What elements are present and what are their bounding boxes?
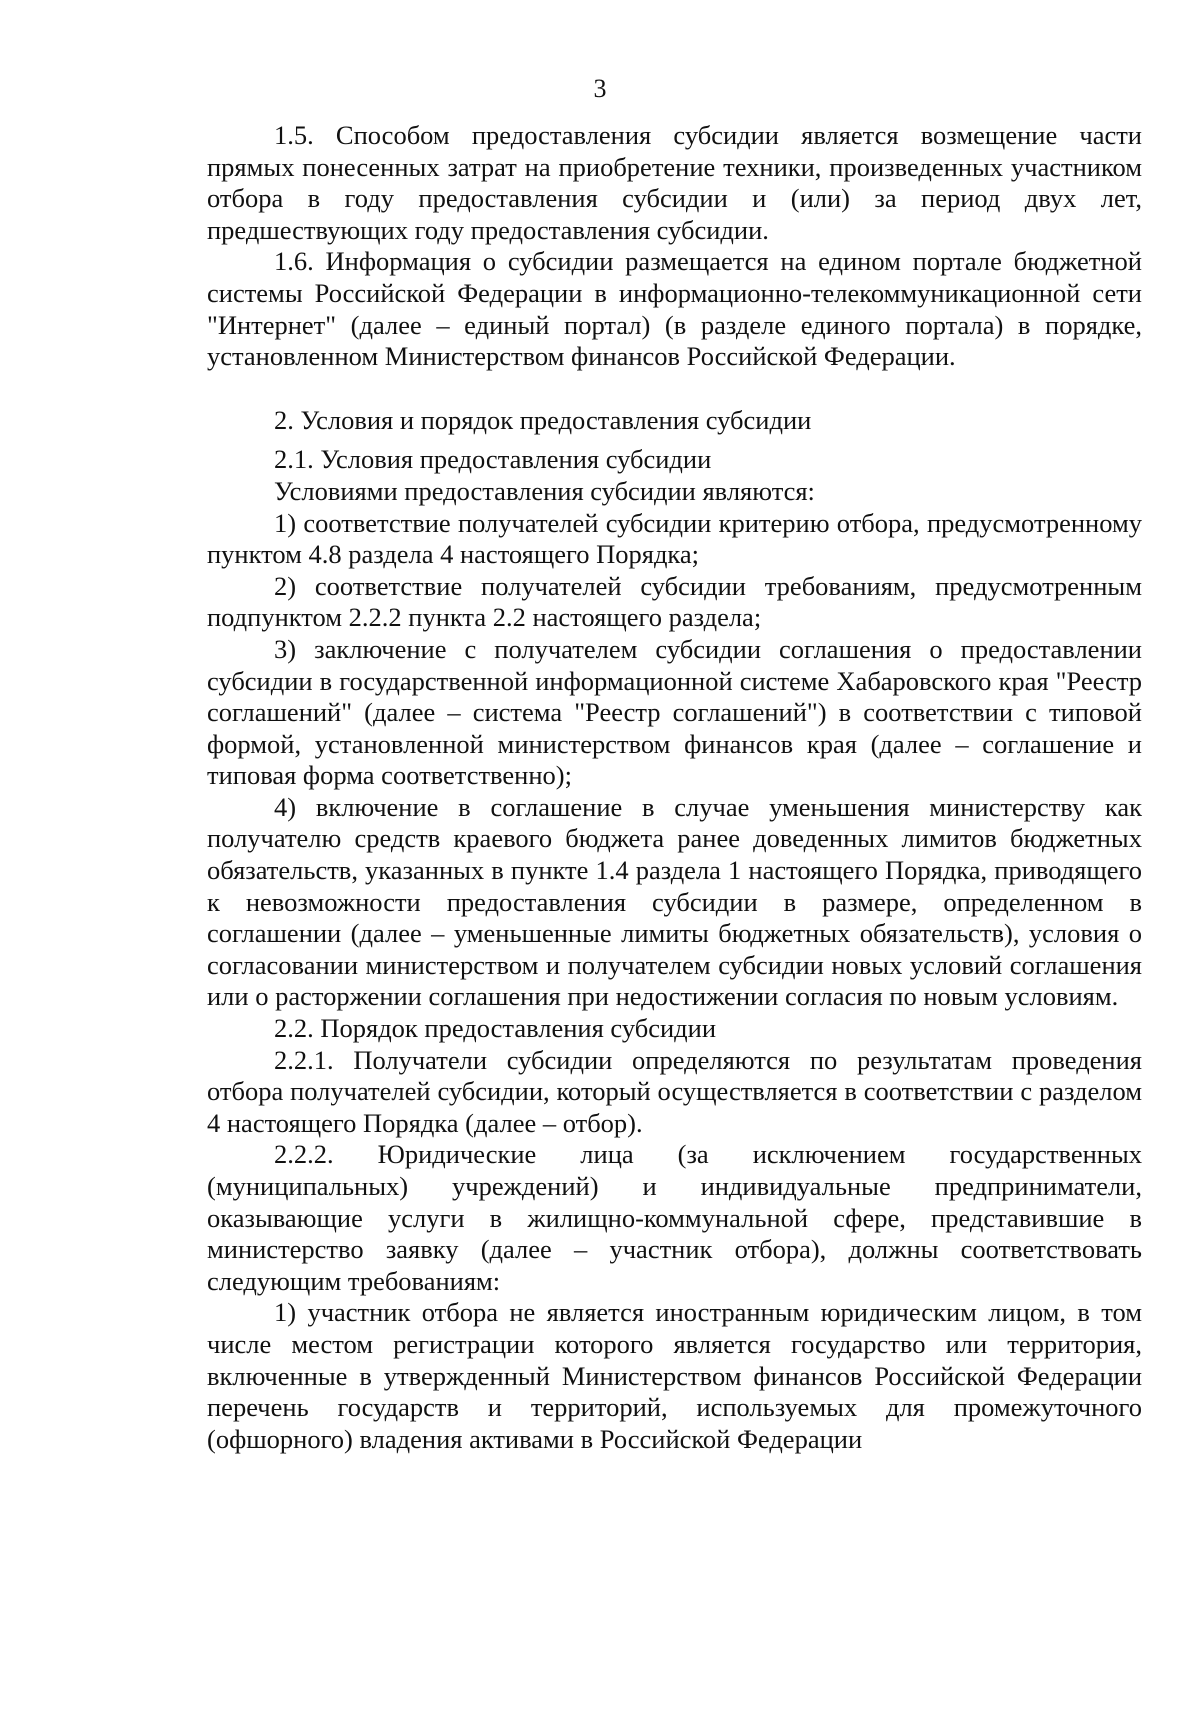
document-body — [207, 120, 1142, 1455]
paragraph-conditions-intro: Условиями предоставления субсидии являются: — [274, 475, 815, 506]
paragraph-2-2-2: 2.2.2. Юридические лица (за исключением государственных (муниципальных) учреждений) и индивидуальные предприниматели, оказывающие услуги в жилищно-коммунальной сфере, представившие в министерство заявку (далее – участник отбора), должны соответствовать следующим требованиям: — [207, 1139, 1142, 1296]
list-item-2: 2) соответствие получателей субсидии требованиям, предусмотренным подпунктом 2.2.2 пункта 2.2 настоящего раздела; — [207, 570, 1142, 633]
section-spacer — [207, 373, 1142, 405]
list-item-3: 3) заключение с получателем субсидии соглашения о предоставлении субсидии в государственной информационной системе Хабаровского края "Реестр соглашений" (далее – система "Реестр соглашений") в соответствии с типовой формой, установленной министерством финансов края (далее – соглашение и типовая форма соответственно); — [207, 633, 1142, 791]
list-item-1: 1) соответствие получателей субсидии критерию отбора, предусмотренному пунктом 4.8 раздела 4 настоящего Порядка; — [207, 507, 1142, 570]
subsection-heading-2-2: 2.2. Порядок предоставления субсидии — [274, 1013, 717, 1044]
list-item-4: 4) включение в соглашение в случае уменьшения министерству как получателю средств краевого бюджета ранее доведенных лимитов бюджетных обязательств, указанных в пункте 1.4 раздела 1 настоящего Порядка, приводящего к невозможности предоставления субсидии в размере, определенном в соглашении (далее – уменьшенные лимиты бюджетных обязательств), условия о согласовании министерством и получателем субсидии новых условий соглашения или о расторжении соглашения при недостижении согласия по новым условиям. — [207, 791, 1142, 1012]
section-heading-2: 2. Условия и порядок предоставления субсидии — [274, 404, 812, 435]
paragraph-1-5: 1.5. Способом предоставления субсидии является возмещение части прямых понесенных затрат на приобретение техники, произведенных участником отбора в году предоставления субсидии и (или) за период двух лет, предшествующих году предоставления субсидии. — [207, 120, 1142, 245]
page-number: 3 — [593, 74, 607, 103]
heading-spacer — [207, 436, 1142, 444]
paragraph-2-2-1: 2.2.1. Получатели субсидии определяются по результатам проведения отбора получателей субсидии, который осуществляется в соответствии с разделом 4 настоящего Порядка (далее – отбор). — [207, 1044, 1142, 1138]
paragraph-1-6: 1.6. Информация о субсидии размещается на едином портале бюджетной системы Российской Федерации в информационно-телекоммуникационной сети "Интернет" (далее – единый портал) (в разделе единого портала) в порядке, установленном Министерством финансов Российской Федерации. — [207, 246, 1142, 372]
subsection-heading-2-1: 2.1. Условия предоставления субсидии — [274, 444, 712, 475]
requirement-item-1: 1) участник отбора не является иностранным юридическим лицом, в том числе местом регистрации которого является государство или территория, включенные в утвержденный Министерством финансов Российской Федерации перечень государств и территорий, используемых для промежуточного (офшорного) владения активами в Российской Федерации — [207, 1297, 1142, 1454]
